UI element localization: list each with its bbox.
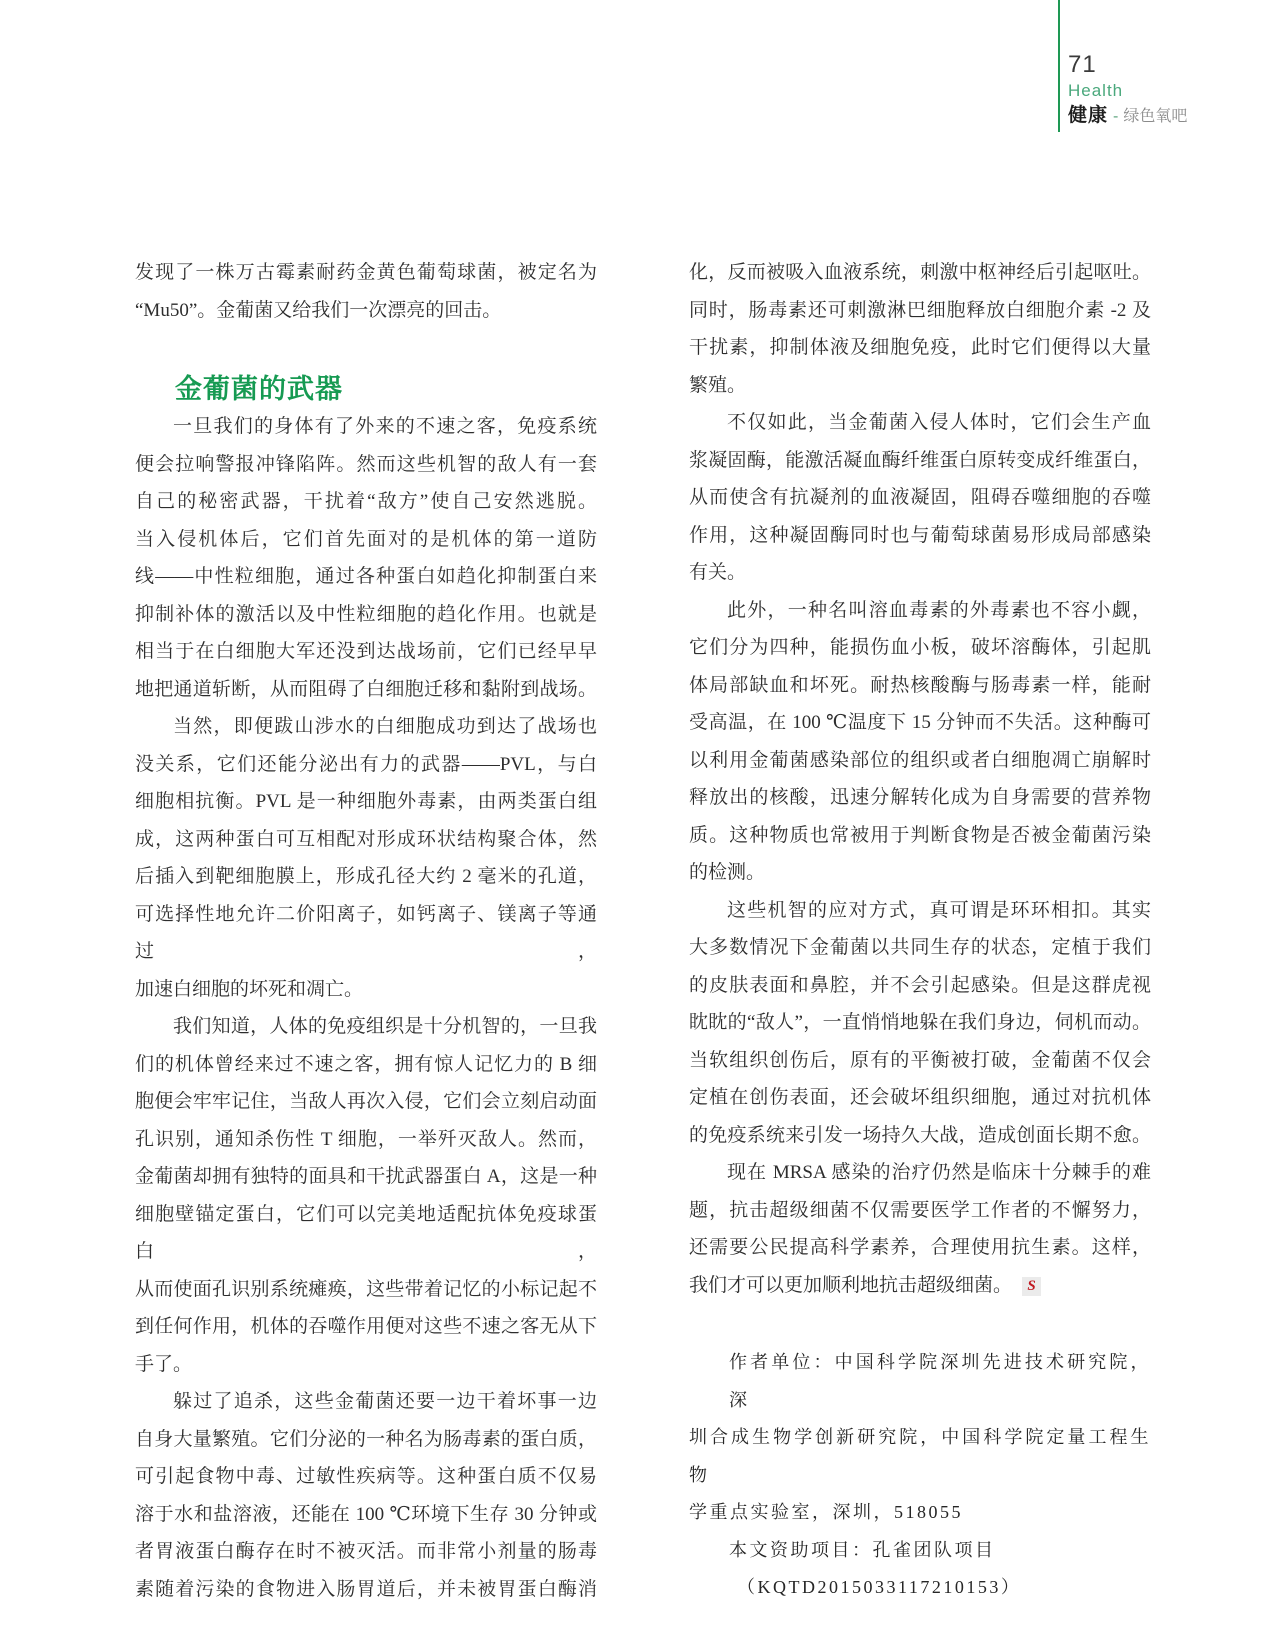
right-column (689, 254, 1151, 1607)
text-line: 从而使含有抗凝剂的血液凝固，阻碍吞噬细胞的吞噬 (689, 487, 1151, 508)
text-line: 没关系，它们还能分泌出有力的武器——PVL，与白 (135, 753, 597, 775)
text-line: 抑制补体的激活以及中性粒细胞的趋化作用。也就是 (135, 603, 597, 625)
text-line: 一旦我们的身体有了外来的不速之客，免疫系统 (173, 416, 597, 437)
text-line: 题，抗击超级细菌不仅需要医学工作者的不懈努力， (689, 1199, 1151, 1221)
text-line: 浆凝固酶，能激活凝血酶纤维蛋白原转变成纤维蛋白， (689, 449, 1151, 471)
text-line: 定植在创伤表面，还会破坏组织细胞，通过对抗机体 (689, 1087, 1151, 1108)
text-line: 加速白细胞的坏死和凋亡。 (135, 978, 364, 1000)
text-line: 干扰素，抑制体液及细胞免疫，此时它们便得以大量 (689, 337, 1151, 358)
text-line: 后插入到靶细胞膜上，形成孔径大约 2 毫米的孔道， (135, 866, 597, 887)
text-line: 作用，这种凝固酶同时也与葡萄球菌易形成局部感染 (689, 524, 1151, 546)
section-cn-label: 健康 (1068, 105, 1109, 126)
section-sub-label: 绿色氧吧 (1123, 108, 1188, 125)
text-line: 体局部缺血和坏死。耐热核酸酶与肠毒素一样，能耐 (689, 674, 1151, 696)
text-line: 眈眈的“敌人”，一直悄悄地躲在我们身边，伺机而动。 (689, 1012, 1151, 1033)
paragraph-continued (689, 254, 1151, 404)
text-line: 大多数情况下金葡菌以共同生存的状态，定植于我们 (689, 937, 1151, 958)
text-line: 还需要公民提高科学素养，合理使用抗生素。这样， (689, 1237, 1151, 1258)
paragraph (135, 708, 597, 1008)
text-line: 现在 MRSA 感染的治疗仍然是临床十分棘手的难 (727, 1162, 1151, 1183)
section-title-en: Health (1068, 81, 1124, 100)
text-line: 手了。 (135, 1353, 193, 1375)
text-line: 当入侵机体后，它们首先面对的是机体的第一道防 (135, 528, 597, 550)
text-line: 我们知道，人体的免疫组织是十分机智的，一旦我 (173, 1016, 597, 1037)
article-heading: 金葡菌的武器 (175, 374, 343, 404)
text-line: 孔识别，通知杀伤性 T 细胞，一举歼灭敌人。然而， (135, 1128, 597, 1150)
text-line: 的检测。 (689, 862, 766, 883)
paragraph-continued (135, 254, 597, 329)
affiliation-line: 圳合成生物学创新研究院，中国科学院定量工程生物 (689, 1427, 1151, 1485)
text-line: 到任何作用，机体的吞噬作用便对这些不速之客无从下 (135, 1316, 597, 1337)
text-line: 自身大量繁殖。它们分泌的一种名为肠毒素的蛋白质， (135, 1428, 597, 1450)
text-line: 地把通道斩断，从而阻碍了白细胞迁移和黏附到战场。 (135, 678, 597, 700)
text-line: 溶于水和盐溶液，还能在 100 ℃环境下生存 30 分钟或 (135, 1503, 597, 1525)
text-line: 当然，即便跋山涉水的白细胞成功到达了战场也 (173, 716, 597, 737)
text-line: 躲过了追杀，这些金葡菌还要一边干着坏事一边 (173, 1391, 597, 1412)
text-line: 同时，肠毒素还可刺激淋巴细胞释放白细胞介素 -2 及 (689, 299, 1151, 321)
page-number: 71 (1068, 51, 1097, 78)
page-header (1068, 52, 1187, 128)
text-line: 可选择性地允许二价阳离子，如钙离子、镁离子等通过， (135, 903, 597, 962)
left-column (135, 254, 597, 1608)
section-dash: - (1113, 108, 1119, 125)
text-line: “Mu50”。金葡菌又给我们一次漂亮的回击。 (135, 299, 502, 321)
text-line: 的皮肤表面和鼻腔，并不会引起感染。但是这群虎视 (689, 974, 1151, 996)
text-line: 金葡菌却拥有独特的面具和干扰武器蛋白 A，这是一种 (135, 1166, 597, 1187)
text-line: 的免疫系统来引发一场持久大战，造成创面长期不愈。 (689, 1124, 1151, 1146)
author-footer (689, 1344, 1151, 1607)
text-line: 可引起食物中毒、过敏性疾病等。这种蛋白质不仅易 (135, 1466, 597, 1487)
text-line: 释放出的核酸，迅速分解转化成为自身需要的营养物 (689, 787, 1151, 808)
text-line: 这些机智的应对方式，真可谓是环环相扣。其实 (727, 899, 1151, 921)
text-line (689, 1267, 1151, 1305)
text-line: 有关。 (689, 562, 747, 583)
paragraph (135, 1383, 597, 1608)
text-line: 繁殖。 (689, 374, 747, 396)
text-line: 当软组织创伤后，原有的平衡被打破，金葡菌不仅会 (689, 1049, 1151, 1071)
paragraph (689, 892, 1151, 1155)
funding-line: （KQTD2015033117210153） (737, 1577, 1022, 1597)
text-line: 者胃液蛋白酶存在时不被灭活。而非常小剂量的肠毒 (135, 1541, 597, 1562)
text-line: 素随着污染的食物进入肠胃道后，并未被胃蛋白酶消 (135, 1578, 597, 1600)
affiliation-line: 学重点实验室，深圳，518055 (689, 1502, 963, 1522)
text-line: 胞便会牢牢记住，当敌人再次入侵，它们会立刻启动面 (135, 1091, 597, 1112)
text-segment: 我们才可以更加顺利地抗击超级细菌。 (689, 1274, 1013, 1296)
section-title-cn (1068, 105, 1187, 128)
affiliation-line: 作者单位：中国科学院深圳先进技术研究院，深 (729, 1352, 1151, 1410)
text-line: 质。这种物质也常被用于判断食物是否被金葡菌污染 (689, 824, 1151, 846)
text-line: 相当于在白细胞大军还没到达战场前，它们已经早早 (135, 641, 597, 662)
text-line: 从而使面孔识别系统瘫痪，这些带着记忆的小标记起不 (135, 1278, 597, 1300)
text-line: 线——中性粒细胞，通过各种蛋白如趋化抑制蛋白来 (135, 566, 597, 587)
text-line: 细胞壁锚定蛋白，它们可以完美地适配抗体免疫球蛋白， (135, 1203, 597, 1262)
text-line: 不仅如此，当金葡菌入侵人体时，它们会生产血 (727, 412, 1151, 433)
paragraph (689, 404, 1151, 592)
text-line: 细胞相抗衡。PVL 是一种细胞外毒素，由两类蛋白组 (135, 791, 597, 812)
text-line: 受高温，在 100 ℃温度下 15 分钟而不失活。这种酶可 (689, 712, 1151, 733)
text-line: 自己的秘密武器，干扰着“敌方”使自己安然逃脱。 (135, 491, 597, 512)
text-line: 此外，一种名叫溶血毒素的外毒素也不容小觑， (727, 599, 1151, 621)
paragraph (689, 1154, 1151, 1304)
funding-line: 本文资助项目：孔雀团队项目 (729, 1539, 996, 1560)
text-line: 成，这两种蛋白可互相配对形成环状结构聚合体，然 (135, 828, 597, 850)
text-line: 以利用金葡菌感染部位的组织或者白细胞凋亡崩解时 (689, 749, 1151, 771)
paragraph (689, 592, 1151, 892)
text-line: 它们分为四种，能损伤血小板，破坏溶酶体，引起肌 (689, 637, 1151, 658)
text-line: 化，反而被吸入血液系统，刺激中枢神经后引起呕吐。 (689, 262, 1151, 283)
header-accent-rule (1058, 0, 1060, 132)
end-of-article-icon: S (1022, 1277, 1041, 1296)
paragraph (135, 408, 597, 708)
paragraph (135, 1008, 597, 1383)
text-line: 便会拉响警报冲锋陷阵。然而这些机智的敌人有一套 (135, 453, 597, 475)
text-line: 发现了一株万古霉素耐药金黄色葡萄球菌，被定名为 (135, 262, 597, 283)
text-line: 们的机体曾经来过不速之客，拥有惊人记忆力的 B 细 (135, 1053, 597, 1075)
